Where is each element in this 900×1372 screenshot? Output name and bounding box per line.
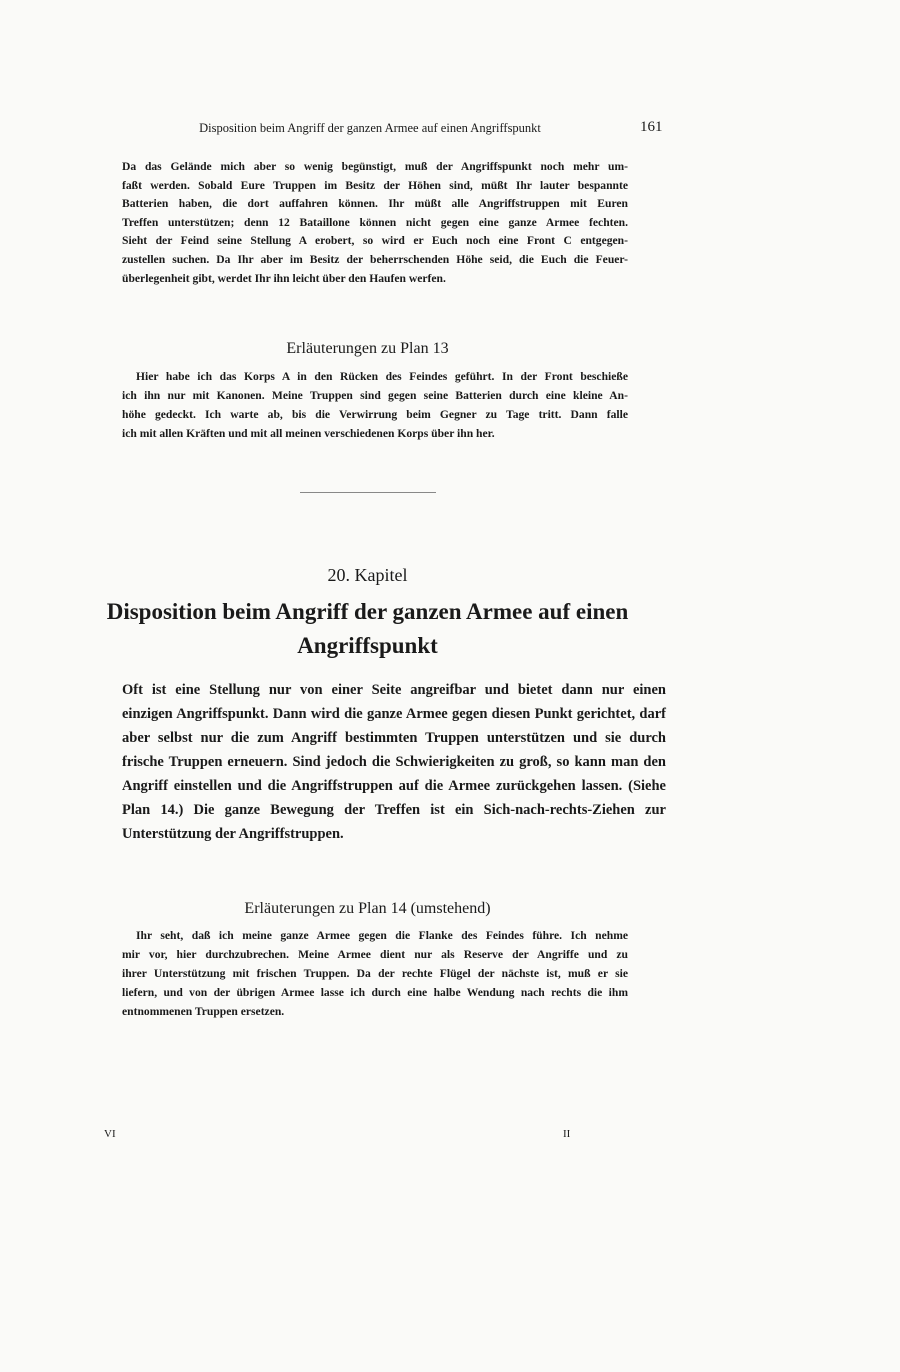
text-line: überlegenheit gibt, werdet Ihr ihn leicht über den Haufen werfen. [122, 271, 446, 285]
text-line: Hier habe ich das Korps A in den Rücken des Feindes geführt. In der Front beschieße [136, 370, 628, 383]
text-line: Plan 14.) Die ganze Bewegung der Treffen ist ein Sich-nach-rechts-Ziehen zur [122, 802, 666, 818]
text-line: Oft ist eine Stellung nur von einer Seite angreifbar und bietet dann nur einen [122, 682, 666, 698]
page-number: 161 [640, 119, 663, 135]
text-line: einzigen Angriffspunkt. Dann wird die ganze Armee gegen diesen Punkt gerichtet, darf [122, 706, 666, 722]
running-header: Disposition beim Angriff der ganzen Armee auf einen Angriffspunkt [199, 121, 541, 135]
text-line: ihrer Unterstützung mit frischen Truppen. Da der rechte Flügel der nächste ist, muß er sie [122, 967, 628, 980]
heading-plan-14: Erläuterungen zu Plan 14 (umstehend) [244, 900, 491, 917]
text-line: ich ihn nur mit Kanonen. Meine Truppen sind gegen seine Batterien durch eine kleine An- [122, 389, 628, 402]
text-line: liefern, und von der übrigen Armee lasse ich durch eine halbe Wendung nach rechts die ihm [122, 986, 628, 999]
text-line: Da das Gelände mich aber so wenig begünstigt, muß der Angriffspunkt noch mehr um- [122, 160, 628, 173]
section-divider [300, 492, 436, 493]
text-line: Unterstützung der Angriffstruppen. [122, 826, 344, 842]
text-line: höhe gedeckt. Ich warte ab, bis die Verwirrung beim Gegner zu Tage tritt. Dann falle [122, 408, 628, 421]
footer-signature: VI [104, 1128, 116, 1140]
text-line: ich mit allen Kräften und mit all meinen verschiedenen Korps über ihn her. [122, 427, 495, 440]
text-line: mir vor, hier durchzubrechen. Meine Armee dient nur als Reserve der Angriffe und zu [122, 948, 628, 961]
text-line: frische Truppen erneuern. Sind jedoch die Schwierigkeiten zu groß, so kann man den [122, 754, 666, 770]
heading-plan-13: Erläuterungen zu Plan 13 [286, 340, 449, 357]
text-line: faßt werden. Sobald Eure Truppen im Besitz der Höhen sind, müßt Ihr lauter bespannte [122, 178, 628, 192]
text-line: entnommenen Truppen ersetzen. [122, 1005, 285, 1018]
text-line: Treffen unterstützen; denn 12 Bataillone können nicht gegen eine ganze Armee fechten. [122, 215, 628, 229]
chapter-title-line-1: Disposition beim Angriff der ganzen Armee auf einen [106, 599, 629, 624]
text-line: Ihr seht, daß ich meine ganze Armee gegen die Flanke des Feindes führe. Ich nehme [136, 929, 628, 942]
text-line: Batterien haben, die dort auffahren können. Ihr müßt alle Angriffstruppen mit Euren [122, 197, 628, 211]
text-line: Angriff einstellen und die Angriffstruppen auf die Armee zurückgehen lassen. (Siehe [122, 778, 666, 794]
footer-number: II [563, 1128, 571, 1140]
text-line: zustellen suchen. Da Ihr aber im Besitz der beherrschenden Höhe seid, die Euch die Feuer- [122, 253, 628, 266]
text-line: Sieht der Feind seine Stellung A erobert, so wird er Euch noch eine Front C entgegen- [122, 234, 628, 248]
chapter-title-line-2: Angriffspunkt [297, 633, 438, 658]
text-line: aber selbst nur die zum Angriff bestimmten Truppen unterstützen und sie durch [122, 730, 666, 746]
chapter-label: 20. Kapitel [327, 565, 408, 585]
